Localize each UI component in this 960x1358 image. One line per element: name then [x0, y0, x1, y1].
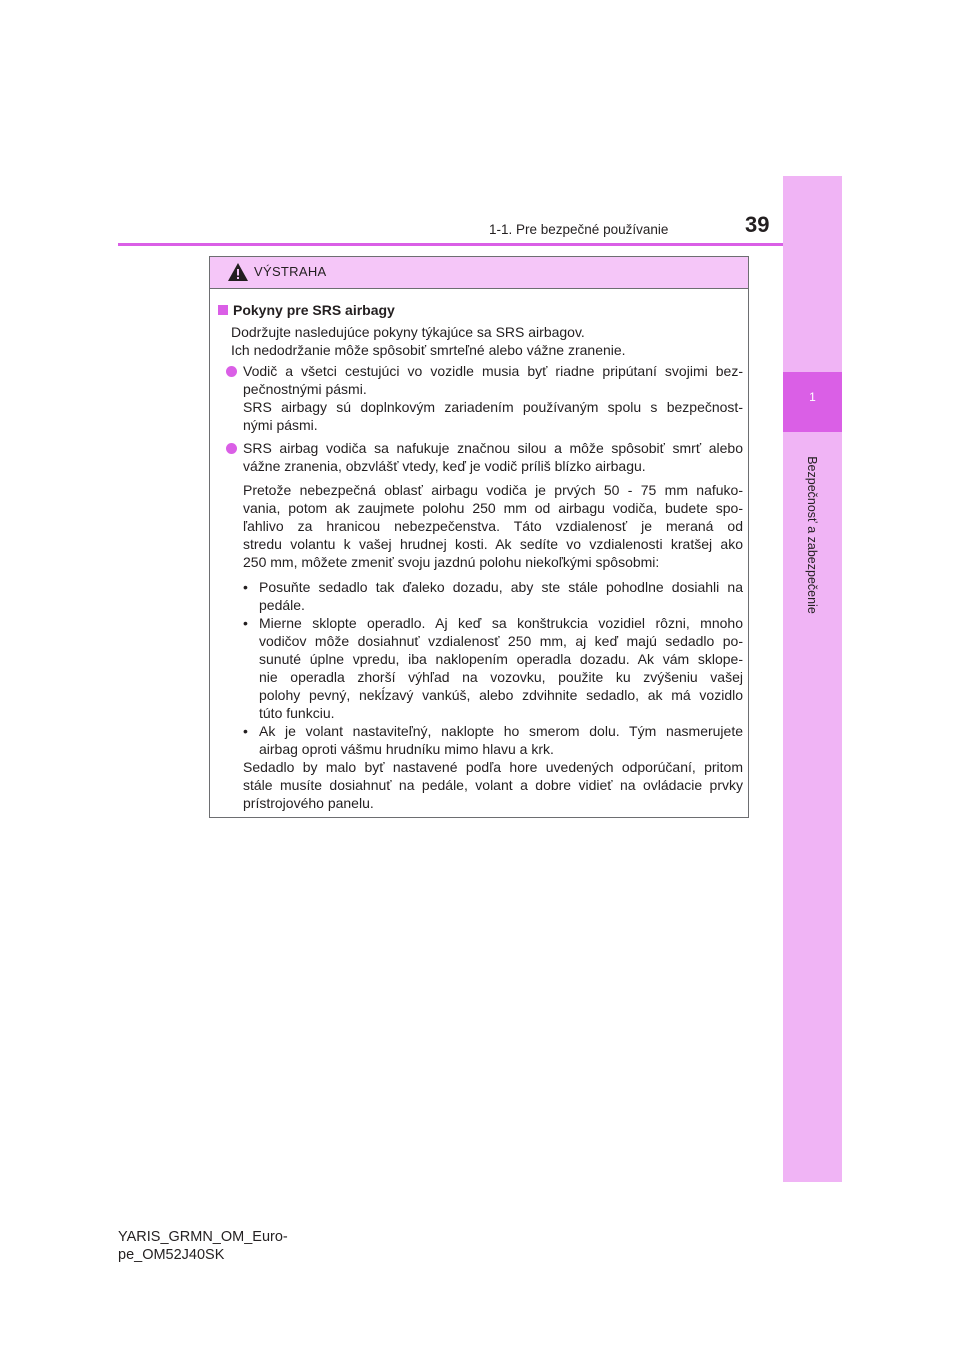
section-heading-text: Pokyny pre SRS airbagy — [233, 302, 395, 318]
detail-line: vania, potom ak zaujmete polohu 250 mm od airbagu vodiča, budete spo- — [243, 500, 743, 516]
bullet-line: pečnostnými pásmi. — [243, 381, 367, 397]
list-line: Ak je volant nastaviteľný, naklopte ho smerom dolu. Tým nasmerujete — [259, 723, 743, 739]
bullet-line: Vodič a všetci cestujúci vo vozidle musia byť riadne pripútaní svojimi bez- — [243, 363, 743, 379]
header-rule — [118, 243, 783, 246]
list-line: airbag oproti vášmu hrudníku mimo hlavu a krk. — [259, 741, 554, 757]
warning-title: VÝSTRAHA — [254, 264, 327, 279]
square-bullet-icon — [218, 305, 228, 315]
list-item — [243, 722, 743, 758]
chapter-number: 1 — [809, 390, 816, 404]
section-header: 1-1. Pre bezpečné používanie — [489, 222, 669, 237]
section-heading — [218, 302, 395, 318]
bullet-paragraph — [243, 362, 743, 434]
document-code-line: pe_OM52J40SK — [118, 1247, 225, 1263]
list-line: nie operadla zhorší výhľad na vozovku, použite ku zvýšeniu vašej — [259, 669, 743, 685]
bullet-line: SRS airbagy sú doplnkovým zariadením používaným spolu s bezpečnost- — [243, 399, 743, 415]
warning-triangle-icon — [227, 262, 249, 282]
bullet-line: vážne zranenia, obzvlášť vtedy, keď je vodič príliš blízko airbagu. — [243, 458, 646, 474]
detail-line: 250 mm, môžete zmeniť svoju jazdnú polohu niekoľkými spôsobmi: — [243, 554, 660, 570]
chapter-label: Bezpečnosť a zabezpečenie — [805, 456, 819, 614]
list-line: Mierne sklopte operadlo. Aj keď sa konštrukcia vozidiel rôzni, mnoho — [259, 615, 743, 631]
document-code — [118, 1228, 288, 1264]
bullet-line: SRS airbag vodiča sa nafukuje značnou silou a môže spôsobiť smrť alebo — [243, 440, 743, 456]
circle-bullet-icon — [226, 366, 237, 377]
intro-line: Ich nedodržanie môže spôsobiť smrteľné alebo vážne zranenie. — [231, 342, 626, 358]
list-line: pedále. — [259, 597, 305, 613]
list-item — [243, 614, 743, 722]
detail-line: stredu volantu k vašej hrudnej kosti. Ak sedíte vo vzdialenosti kratšej ako — [243, 536, 743, 552]
circle-bullet-icon — [226, 443, 237, 454]
list-line: túto funkciu. — [259, 705, 335, 721]
list-line: vodičov môže dosiahnuť vzdialenosť 250 mm, aj keď majú sedadlo po- — [259, 633, 743, 649]
closing-line: prístrojového panelu. — [243, 795, 374, 811]
bullet-line: nými pásmi. — [243, 417, 318, 433]
bullet-paragraph — [243, 439, 743, 475]
list-dot: • — [243, 723, 248, 739]
detail-line: ľahlivo za hranicou nebezpečenstva. Táto vzdialenosť je meraná od — [243, 518, 743, 534]
closing-line: Sedadlo by malo byť nastavené podľa hore uvedených odporúčaní, pritom — [243, 759, 743, 775]
closing-paragraph — [243, 758, 743, 812]
list-dot: • — [243, 579, 248, 595]
intro-paragraph — [231, 323, 741, 359]
list-item — [243, 578, 743, 614]
warning-box — [209, 256, 749, 818]
detail-line: Pretože nebezpečná oblasť airbagu vodiča je prvých 50 - 75 mm nafuko- — [243, 482, 743, 498]
list-line: sunuté úplne vpredu, iba naklopením operadla dozadu. Ak vám sklope- — [259, 651, 743, 667]
document-code-line: YARIS_GRMN_OM_Euro- — [118, 1229, 288, 1245]
list-line: polohy pevný, nekĺzavý vankúš, alebo zdvihnite sedadlo, ak má vozidlo — [259, 687, 743, 703]
detail-paragraph — [243, 481, 743, 571]
warning-header — [210, 257, 748, 289]
closing-line: stále musíte dosiahnuť na pedále, volant a dobre vidieť na ovládacie prvky — [243, 777, 743, 793]
chapter-side-tab — [783, 176, 842, 1182]
intro-line: Dodržujte nasledujúce pokyny týkajúce sa SRS airbagov. — [231, 324, 585, 340]
page-number: 39 — [745, 212, 770, 237]
list-dot: • — [243, 615, 248, 631]
list-line: Posuňte sedadlo tak ďaleko dozadu, aby ste stále pohodlne dosiahli na — [259, 579, 743, 595]
